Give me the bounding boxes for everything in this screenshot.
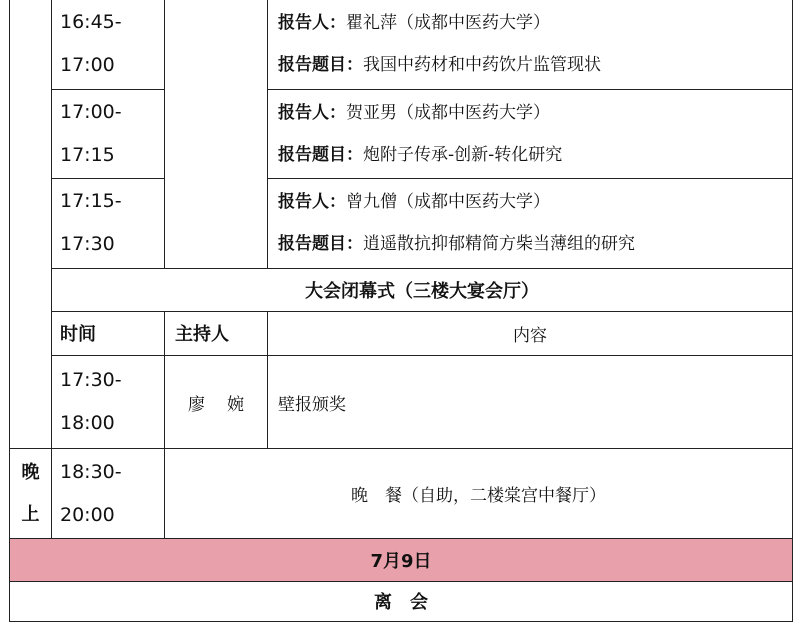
talk-details: [268, 0, 793, 89]
talk-title: 炮附子传承-创新-转化研究: [363, 145, 563, 166]
talk-details: [268, 179, 793, 268]
closing-time: [52, 355, 165, 448]
talk-row: [10, 179, 793, 268]
talk-title: 逍遥散抗抑郁精简方柴当薄组的研究: [363, 234, 635, 255]
dinner-content: 晚 餐（自助，二楼棠宫中餐厅）: [165, 449, 793, 538]
host-name-part: 廖: [188, 394, 205, 415]
time-start: 17:00-: [60, 101, 122, 124]
date-row: [10, 538, 793, 581]
talk-time: [52, 0, 165, 89]
speaker-label: 报告人：: [278, 13, 346, 34]
closing-heading-row: [10, 268, 793, 311]
talk-row: [10, 89, 793, 178]
time-start: 17:15-: [60, 190, 122, 213]
schedule-table: [9, 0, 793, 622]
speaker-name: 贺亚男（成都中医药大学）: [346, 103, 550, 124]
time-start: 16:45-: [60, 11, 122, 34]
time-end: 18:00: [60, 412, 115, 435]
speaker-label: 报告人：: [278, 192, 346, 213]
speaker-label: 报告人：: [278, 103, 346, 124]
talk-title: 我国中药材和中药饮片监管现状: [363, 55, 601, 76]
column-header-host: 主持人: [165, 311, 268, 355]
talk-time: [52, 179, 165, 268]
section-heading: 大会闭幕式（三楼大宴会厅）: [52, 268, 793, 311]
speaker-name: 曾九僧（成都中医药大学）: [346, 192, 550, 213]
evening-time: [52, 449, 165, 538]
time-end: 17:30: [60, 233, 115, 256]
talk-time: [52, 89, 165, 178]
time-start: 17:30-: [60, 369, 122, 392]
time-end: 20:00: [60, 503, 115, 526]
closing-content: 壁报颁奖: [268, 355, 793, 448]
title-label: 报告题目：: [278, 234, 363, 255]
column-header-time: 时间: [52, 311, 165, 355]
host-name: [165, 355, 268, 448]
talk-details: [268, 89, 793, 178]
title-label: 报告题目：: [278, 55, 363, 76]
host-cell-empty: [165, 0, 268, 268]
session-label-cell: [10, 0, 52, 449]
title-label: 报告题目：: [278, 145, 363, 166]
time-start: 18:30-: [60, 460, 122, 483]
evening-label-2: 上: [21, 503, 40, 525]
host-name-part: 婉: [227, 394, 244, 415]
speaker-name: 瞿礼萍（成都中医药大学）: [346, 13, 550, 34]
departure-row: [10, 581, 793, 621]
column-header-content: 内容: [268, 311, 793, 355]
departure-label: 离 会: [10, 581, 793, 621]
date-label: 7月9日: [10, 538, 793, 581]
time-end: 17:00: [60, 54, 115, 77]
time-end: 17:15: [60, 144, 115, 167]
column-header-row: [10, 311, 793, 355]
evening-label: [10, 449, 52, 538]
closing-row: [10, 355, 793, 448]
evening-row: [10, 449, 793, 538]
talk-row: [10, 0, 793, 89]
evening-label-1: 晚: [21, 461, 40, 483]
